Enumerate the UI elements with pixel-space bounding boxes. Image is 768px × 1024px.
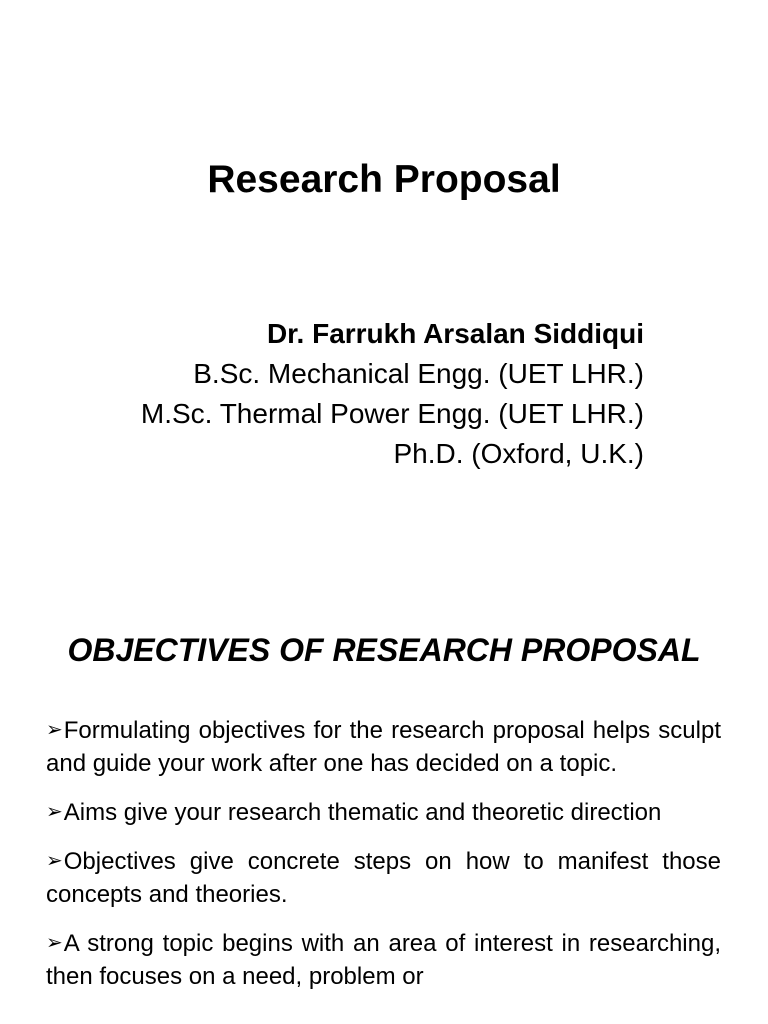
arrow-bullet-icon: ➢	[46, 799, 63, 823]
list-item	[46, 714, 721, 780]
arrow-bullet-icon: ➢	[46, 848, 63, 872]
list-item	[46, 845, 721, 911]
bullet-text: Aims give your research thematic and theoretic direction	[63, 799, 662, 826]
author-block	[141, 314, 644, 474]
list-item	[46, 927, 721, 993]
section-heading: OBJECTIVES OF RESEARCH PROPOSAL	[67, 632, 701, 668]
qualification-phd: Ph.D. (Oxford, U.K.)	[393, 438, 644, 469]
bullet-text: Objectives give concrete steps on how to manifest those concepts and theories.	[46, 848, 721, 908]
list-item	[46, 796, 721, 829]
page-title: Research Proposal	[207, 158, 561, 201]
bullet-text: A strong topic begins with an area of interest in researching, then focuses on a need, problem or	[46, 930, 721, 990]
arrow-bullet-icon: ➢	[46, 930, 63, 954]
bullet-text: Formulating objectives for the research proposal helps sculpt and guide your work after one has decided on a topic.	[46, 717, 721, 777]
qualification-bsc: B.Sc. Mechanical Engg. (UET LHR.)	[193, 358, 644, 389]
arrow-bullet-icon: ➢	[46, 717, 63, 741]
qualification-msc: M.Sc. Thermal Power Engg. (UET LHR.)	[140, 398, 644, 429]
author-name: Dr. Farrukh Arsalan Siddiqui	[266, 318, 644, 349]
bullet-list	[46, 714, 721, 1009]
